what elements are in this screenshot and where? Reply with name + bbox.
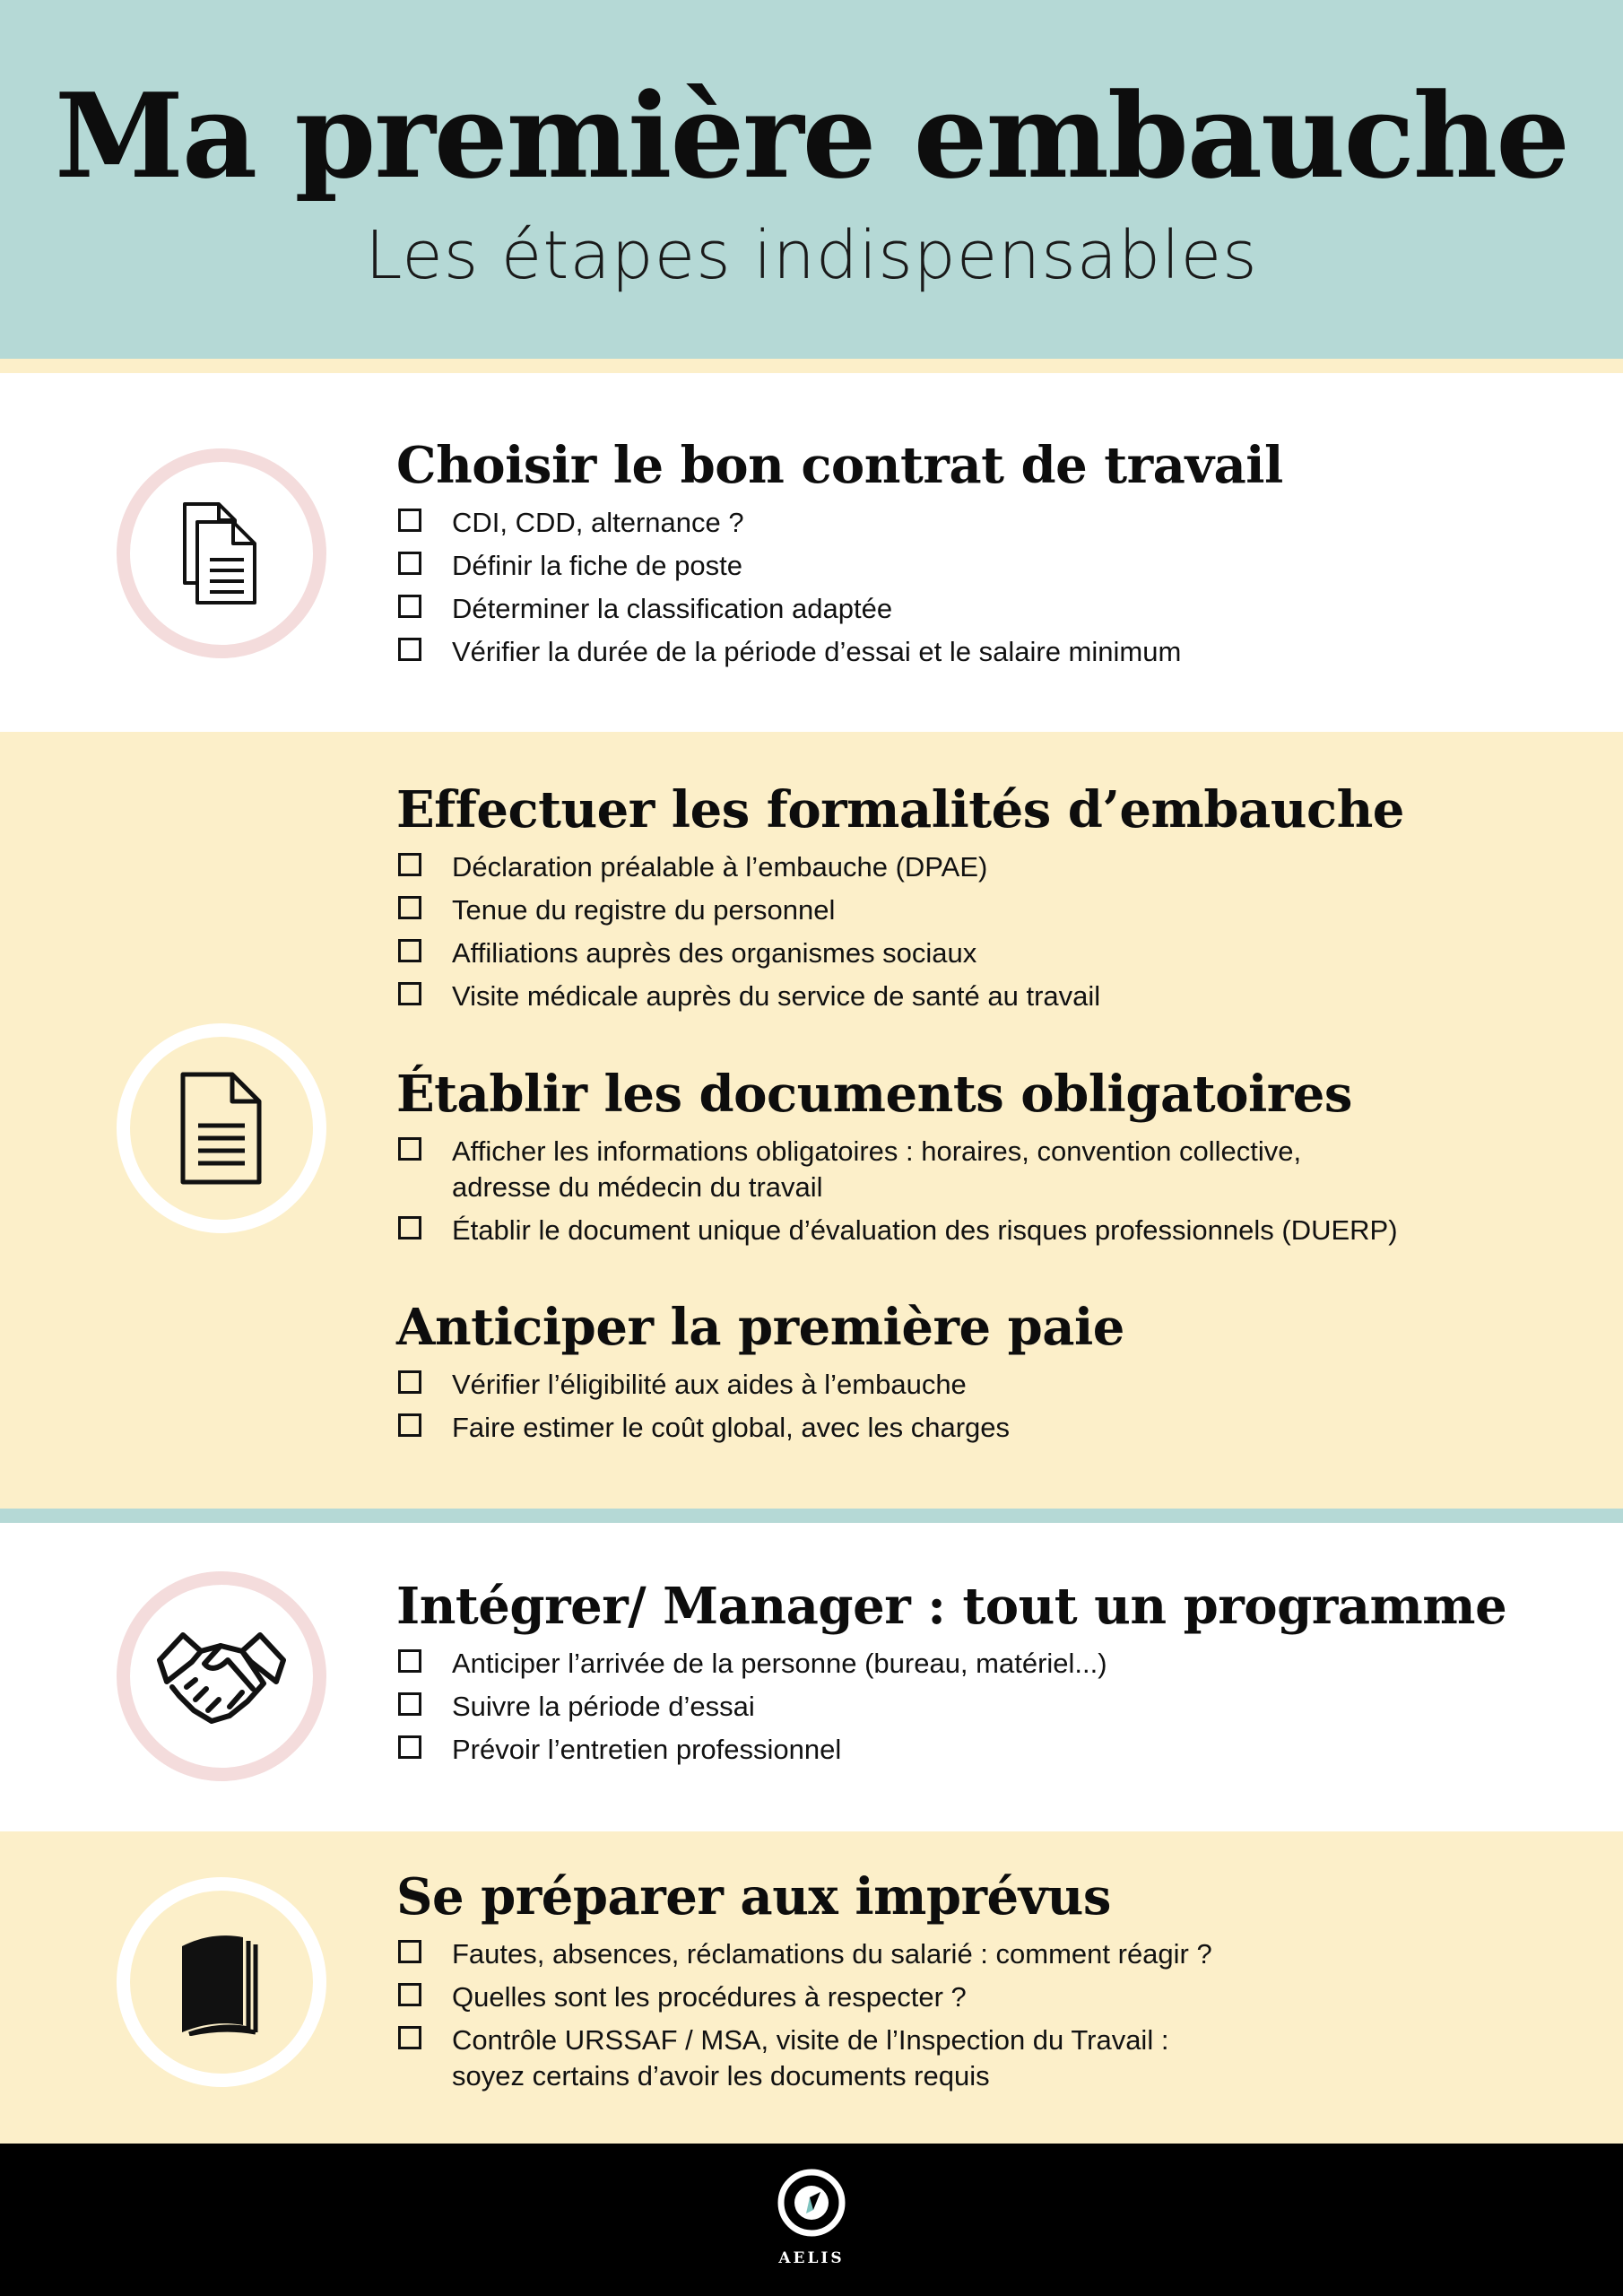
item-label: Définir la fiche de poste [452, 550, 742, 582]
item-label: Déclaration préalable à l’embauche (DPAE) [452, 851, 988, 883]
checklist [396, 1134, 1562, 1248]
list-item [396, 2022, 1223, 2094]
section-title: Se préparer aux imprévus [396, 1867, 1111, 1926]
section-title: Choisir le bon contrat de travail [396, 436, 1283, 495]
item-label: CDI, CDD, alternance ? [452, 507, 744, 539]
item-label: Prévoir l’entretien professionnel [452, 1734, 842, 1766]
checklist [396, 1646, 1562, 1768]
list-item [396, 591, 1562, 627]
list-item [396, 634, 1562, 670]
item-label: Quelles sont les procédures à respecter ? [452, 1981, 967, 2013]
list-item [396, 1410, 1562, 1446]
item-label: Anticiper l’arrivée de la personne (bureau, matériel...) [452, 1648, 1107, 1680]
section-contract [396, 436, 1562, 677]
section-unexpected [396, 1867, 1562, 2101]
item-label: Affiliations auprès des organismes sociaux [452, 937, 977, 970]
list-item [396, 849, 1562, 885]
list-item [396, 1689, 1562, 1725]
aelis-logo [777, 2169, 846, 2241]
teal-stripe [0, 1509, 1623, 1523]
document-icon-circle [117, 1023, 326, 1233]
handshake-icon [154, 1624, 289, 1728]
book-icon [177, 1928, 266, 2036]
item-label: Suivre la période d’essai [452, 1691, 755, 1723]
item-label: Afficher les informations obligatoires : horaires, convention collective, adresse du médecin du travail [452, 1135, 1302, 1204]
list-item [396, 1367, 1562, 1403]
item-label: Tenue du registre du personnel [452, 894, 836, 926]
checkbox[interactable] [398, 1940, 421, 1963]
checkbox[interactable] [398, 982, 421, 1005]
checkbox[interactable] [398, 939, 421, 962]
section-formalities [396, 780, 1562, 1022]
checkbox[interactable] [398, 853, 421, 876]
list-item [396, 505, 1562, 541]
item-label: Établir le document unique d’évaluation des risques professionnels (DUERP) [452, 1214, 1398, 1247]
list-item [396, 1979, 1562, 2015]
list-item [396, 1646, 1562, 1682]
page-title: Ma première embauche [55, 67, 1568, 204]
document-icon [178, 1070, 265, 1187]
section-title: Effectuer les formalités d’embauche [396, 780, 1404, 839]
section-title: Établir les documents obligatoires [396, 1065, 1352, 1124]
cream-stripe [0, 359, 1623, 373]
checkbox[interactable] [398, 1692, 421, 1716]
book-icon-circle [117, 1877, 326, 2087]
checkbox[interactable] [398, 638, 421, 661]
list-item [396, 892, 1562, 928]
checkbox[interactable] [398, 595, 421, 618]
checkbox[interactable] [398, 1216, 421, 1239]
checkbox[interactable] [398, 1735, 421, 1759]
checkbox[interactable] [398, 1983, 421, 2006]
checkbox[interactable] [398, 1649, 421, 1673]
handshake-icon-circle [117, 1571, 326, 1781]
logo-text: AELIS [778, 2249, 845, 2267]
section-documents [396, 1065, 1562, 1256]
list-item [396, 935, 1562, 971]
documents-icon [181, 500, 262, 606]
list-item [396, 548, 1562, 584]
list-item [396, 1732, 1562, 1768]
section-title: Anticiper la première paie [396, 1298, 1124, 1357]
contract-icon-circle [117, 448, 326, 658]
checkbox[interactable] [398, 1370, 421, 1394]
checkbox[interactable] [398, 1137, 421, 1161]
list-item [396, 1134, 1349, 1205]
item-label: Visite médicale auprès du service de santé au travail [452, 980, 1101, 1013]
page-subtitle: Les étapes indispensables [365, 217, 1258, 294]
item-label: Déterminer la classification adaptée [452, 593, 893, 625]
list-item [396, 978, 1562, 1014]
checkbox[interactable] [398, 896, 421, 919]
checklist [396, 849, 1562, 1014]
checkbox[interactable] [398, 1413, 421, 1437]
item-label: Contrôle URSSAF / MSA, visite de l’Inspection du Travail : soyez certains d’avoir les documents requis [452, 2024, 1169, 2092]
checklist [396, 1936, 1562, 2094]
section-title: Intégrer/ Manager : tout un programme [396, 1577, 1507, 1636]
checkbox[interactable] [398, 509, 421, 532]
item-label: Vérifier la durée de la période d’essai et le salaire minimum [452, 636, 1182, 668]
checklist [396, 505, 1562, 670]
item-label: Vérifier l’éligibilité aux aides à l’embauche [452, 1369, 967, 1401]
checkbox[interactable] [398, 2026, 421, 2049]
list-item [396, 1936, 1562, 1972]
checklist [396, 1367, 1562, 1446]
item-label: Faire estimer le coût global, avec les charges [452, 1412, 1011, 1444]
item-label: Fautes, absences, réclamations du salarié : comment réagir ? [452, 1938, 1212, 1970]
list-item [396, 1213, 1562, 1248]
checkbox[interactable] [398, 552, 421, 575]
compass-logo-icon [777, 2169, 846, 2237]
section-payroll [396, 1298, 1562, 1453]
section-integration [396, 1577, 1562, 1775]
